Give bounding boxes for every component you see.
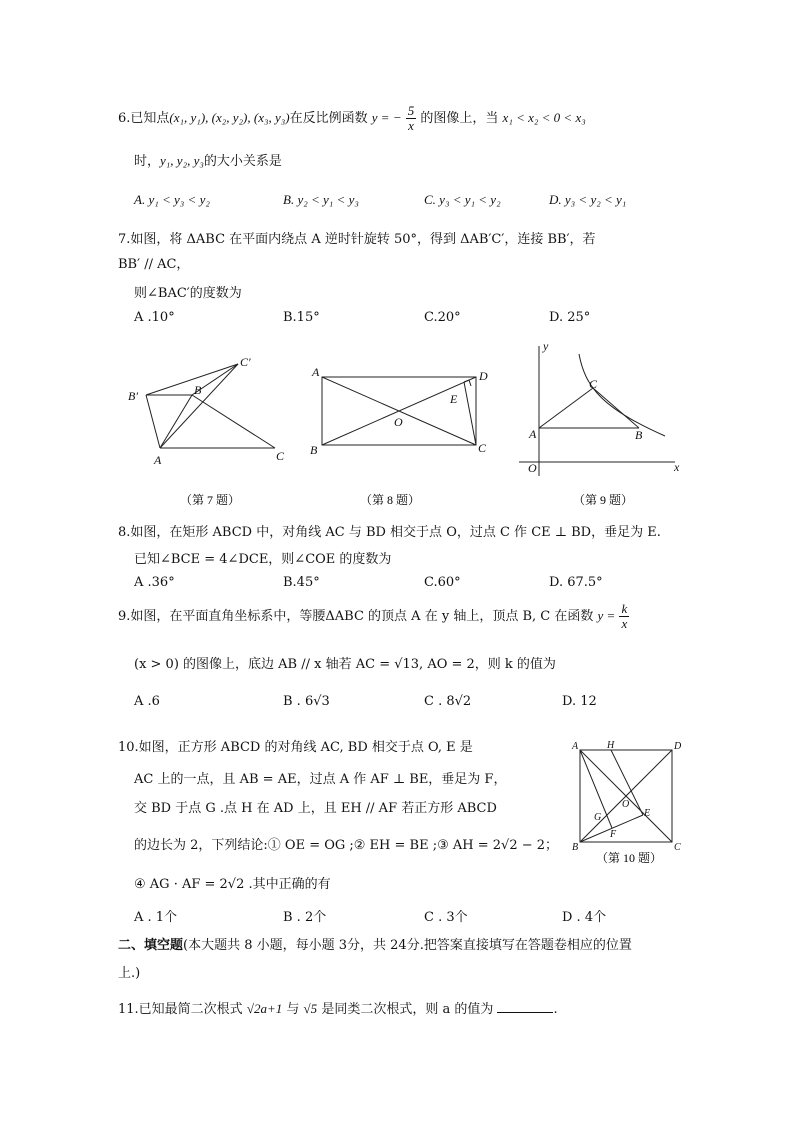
q6-tail: 的图像上，当	[420, 111, 499, 126]
q11-tail: 是同类二次根式，则 a 的值为	[321, 1002, 494, 1017]
q9-line1	[118, 602, 629, 631]
q7-option-a: A .10°	[134, 310, 175, 325]
fig9-label-c: C	[589, 377, 598, 391]
q10-option-b: B . 2个	[283, 910, 327, 925]
q9-fraction	[619, 602, 629, 631]
fig8-label-b: B	[310, 443, 318, 457]
q8-option-c: C.60°	[424, 575, 461, 590]
fig8-label-a: A	[312, 365, 320, 379]
fig9-label-b: B	[635, 428, 643, 442]
q6-line1	[118, 104, 586, 133]
q9-line2: (x > 0) 的图像上，底边 AB // x 轴若 AC = √13, AO = 2，则 k 的值为	[134, 657, 556, 672]
q6-line2	[134, 150, 282, 169]
figure-9	[515, 338, 685, 520]
q6-frac-num: 5	[407, 103, 415, 118]
q9-option-b: B . 6√3	[283, 694, 330, 709]
fig7-label-bprime: B′	[128, 389, 138, 403]
q9-frac-den: x	[621, 616, 628, 631]
q6-func-lhs: y = −	[371, 110, 402, 125]
fig10-label-g: G	[594, 812, 602, 823]
q6-frac-den: x	[408, 118, 414, 133]
q6-line2-tail: 的大小关系是	[203, 154, 282, 169]
figure-7	[120, 350, 300, 520]
fig10-label-h: H	[607, 740, 615, 751]
q7-line2: BB′ // AC，	[118, 257, 190, 272]
fig8-label-o: O	[394, 415, 403, 429]
figure-8	[306, 350, 496, 520]
q10-line3: 交 BD 于点 G .点 H 在 AD 上，且 EH // AF 若正方形 ABCD	[134, 801, 497, 816]
fig9-label-y: y	[543, 339, 549, 353]
fig10-label-b: B	[572, 842, 579, 853]
q8-option-d: D. 67.5°	[549, 575, 603, 590]
fig10-label-e: E	[644, 808, 651, 819]
q10-option-c: C . 3个	[424, 910, 468, 925]
fig9-seg-cb	[593, 388, 639, 428]
fig7-label-cprime: C′	[240, 355, 251, 369]
fig10-label-f: F	[610, 829, 617, 840]
q8-line2: 已知∠BCE = 4∠DCE，则∠COE 的度数为	[134, 552, 392, 567]
fig9-label-o: O	[528, 461, 537, 475]
fig9-hyperbola	[579, 354, 665, 436]
q11-radical-1: √2a+1	[246, 1001, 283, 1016]
fig7-caption: （第 7 题）	[180, 493, 241, 507]
q10-line4: 的边长为 2，下列结论:① OE = OG ;② EH = BE ;③ AH = 2√2 − 2；	[134, 838, 559, 853]
figure-10	[566, 738, 686, 868]
fig7-seg-a-cprime	[160, 364, 238, 448]
q9-frac-num: k	[621, 601, 628, 616]
q10-option-d: D . 4个	[562, 910, 607, 925]
q11-line	[118, 998, 558, 1017]
q10-line1: 10.如图，正方形 ABCD 的对角线 AC, BD 相交于点 O, E 是	[118, 740, 473, 755]
fig8-label-d: D	[479, 369, 488, 383]
fig8-label-e: E	[450, 392, 458, 406]
fig9-caption: （第 9 题）	[573, 493, 634, 507]
fig9-label-a: A	[529, 427, 537, 441]
fig10-label-c: C	[674, 842, 681, 853]
q9-option-a: A .6	[134, 694, 160, 709]
fig7-label-c: C	[276, 449, 285, 463]
q6-mid: 在反比例函数	[289, 111, 368, 126]
fig9-label-x: x	[674, 460, 680, 474]
fig7-seg-a-b	[160, 395, 192, 448]
q7-option-b: B.15°	[283, 310, 320, 325]
fig10-label-a: A	[572, 741, 579, 752]
q8-line1: 8.如图，在矩形 ABCD 中，对角线 AC 与 BD 相交于点 O，过点 C 作 CE ⊥ BD，垂足为 E.	[118, 525, 661, 540]
q10-line2: AC 上的一点，且 AB = AE，过点 A 作 AF ⊥ BE，垂足为 F，	[134, 772, 507, 787]
section-2-desc: (本大题共 8 小题，每小题 3分，共 24分.把答案直接填写在答题卷相应的位置	[183, 938, 632, 953]
q6-option-c: C. y₃ < y₁ < y₂	[424, 192, 501, 207]
fig9-seg-ac	[539, 388, 593, 428]
fig8-label-c: C	[478, 441, 487, 455]
q10-option-a: A . 1个	[134, 910, 178, 925]
fig7-seg-bprime-a	[146, 395, 160, 448]
fig10-label-d: D	[674, 741, 682, 752]
q9-lead: 9.如图，在平面直角坐标系中，等腰ΔABC 的顶点 A 在 y 轴上，顶点 B, C 在函数	[118, 609, 594, 624]
fig7-label-b: B	[194, 383, 202, 397]
q8-option-b: B.45°	[283, 575, 320, 590]
q11-mid: 与	[286, 1002, 300, 1017]
q9-func-lhs: y =	[597, 608, 616, 623]
fig8-seg-ce	[464, 382, 476, 445]
section-2-header	[118, 934, 632, 953]
q8-option-a: A .36°	[134, 575, 175, 590]
section-2-title: 二、填空题	[118, 938, 184, 953]
q6-line2-lead: 时，	[134, 154, 161, 169]
q6-option-d: D. y₃ < y₂ < y₁	[549, 192, 627, 207]
fig7-seg-b-c	[192, 395, 275, 448]
fig10-label-o: O	[622, 799, 630, 810]
q6-lead: 6.已知点	[118, 111, 170, 126]
section-2-desc-cont: 上.)	[118, 966, 141, 981]
q11-radical-2: √5	[303, 1001, 318, 1016]
q6-option-a: A. y₁ < y₃ < y₂	[134, 192, 210, 207]
q7-line3: 则∠BAC′的度数为	[134, 286, 242, 301]
fig10-caption: （第 10 题）	[596, 851, 663, 865]
fig8-caption: （第 8 题）	[360, 493, 421, 507]
q7-line1: 7.如图，将 ΔABC 在平面内绕点 A 逆时针旋转 50°，得到 ΔAB′C′，连接 BB′，若	[118, 232, 596, 247]
q6-condition: x₁ < x₂ < 0 < x₃	[502, 110, 586, 125]
q6-vars: y₁, y₂, y₃	[160, 153, 204, 168]
fig7-label-a: A	[154, 453, 162, 467]
q9-option-c: C . 8√2	[424, 694, 472, 709]
q6-option-b: B. y₂ < y₁ < y₃	[283, 192, 359, 207]
q6-fraction	[406, 104, 417, 133]
q11-lead: 11.已知最简二次根式	[118, 1002, 243, 1017]
q6-points: (x₁, y₁), (x₂, y₂), (x₃, y₃)	[169, 110, 290, 125]
q11-end: .	[553, 1002, 558, 1017]
q11-answer-blank[interactable]	[497, 1000, 553, 1013]
q7-option-c: C.20°	[424, 310, 461, 325]
q7-option-d: D. 25°	[549, 310, 591, 325]
q9-option-d: D. 12	[562, 694, 597, 709]
q10-line5: ④ AG · AF = 2√2 .其中正确的有	[134, 877, 331, 892]
